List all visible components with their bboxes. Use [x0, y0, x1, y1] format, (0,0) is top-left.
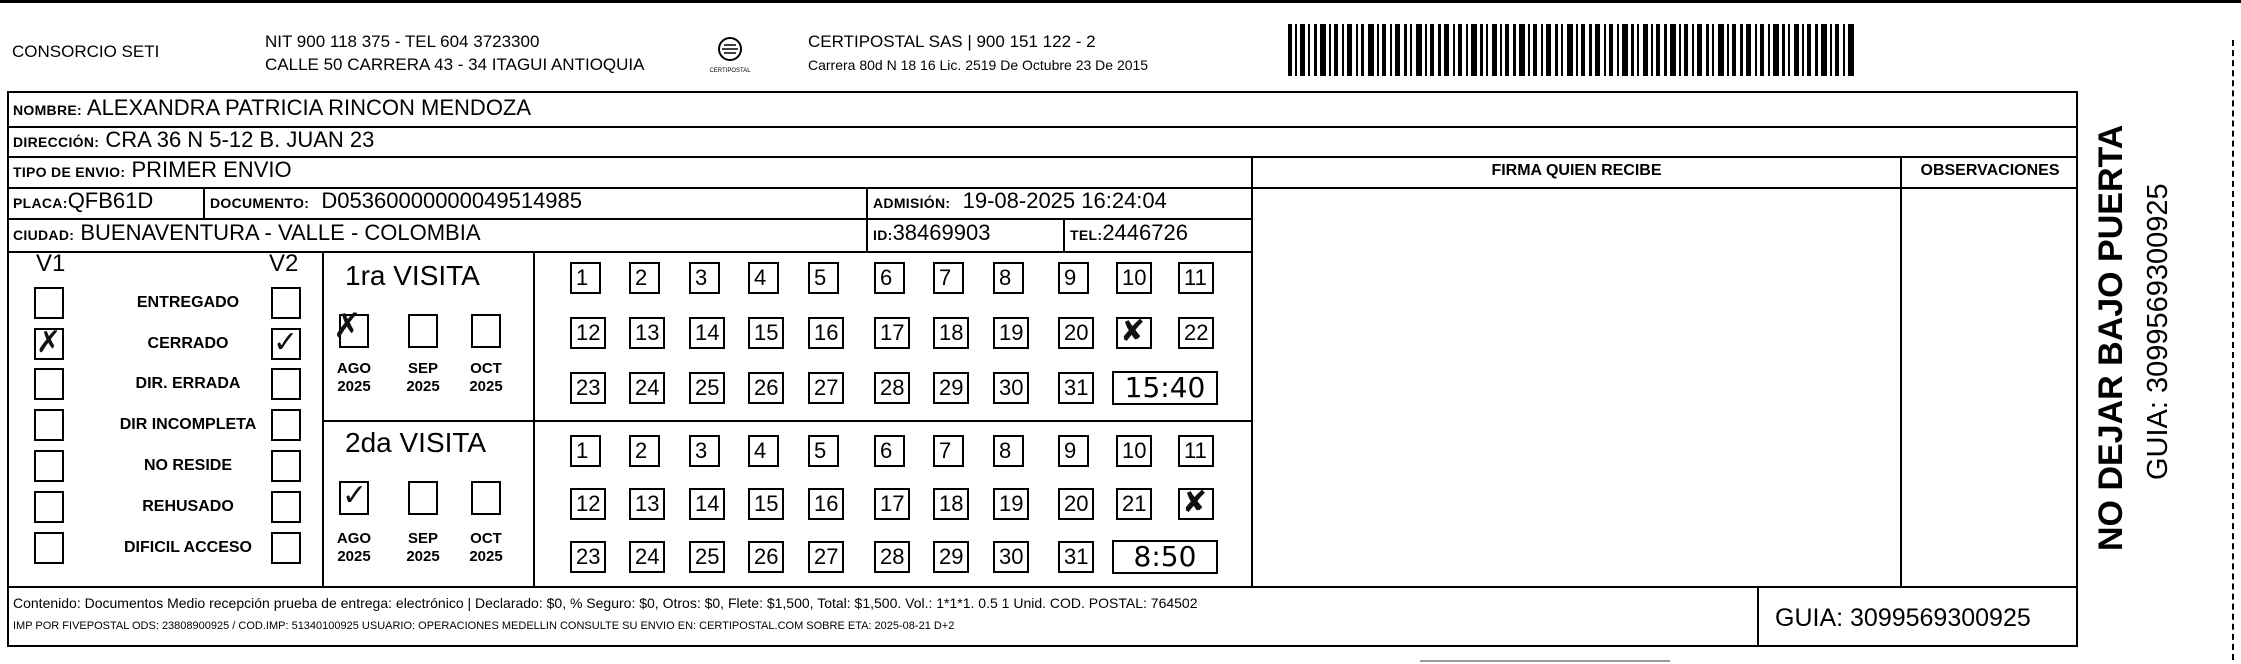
tipo-envio-value: PRIMER ENVIO [131, 157, 292, 182]
first-day-27[interactable]: 27 [808, 372, 844, 404]
placa-value: QFB61D [67, 188, 154, 213]
v2-checkbox-dir-errada[interactable] [271, 368, 301, 400]
first-day-8[interactable]: 8 [993, 262, 1024, 294]
second-day-29[interactable]: 29 [933, 541, 969, 573]
nit-line: NIT 900 118 375 - TEL 604 3723300 [265, 32, 540, 51]
second-day-mark: ✘ [1182, 486, 1208, 519]
second-day-19[interactable]: 19 [993, 488, 1029, 520]
first-day-24[interactable]: 24 [629, 372, 665, 404]
second-day-6[interactable]: 6 [874, 435, 905, 467]
no-dejar-warning: NO DEJAR BAJO PUERTA [2092, 124, 2130, 551]
status-label-no-reside: NO RESIDE [143, 457, 232, 474]
first-day-7[interactable]: 7 [933, 262, 964, 294]
second-day-13[interactable]: 13 [629, 488, 665, 520]
second-visit-label-ago: AGO 2025 [336, 530, 372, 565]
first-day-13[interactable]: 13 [629, 317, 665, 349]
first-day-14[interactable]: 14 [689, 317, 725, 349]
certipostal-line2: Carrera 80d N 18 16 Lic. 2519 De Octubre 23 De 2015 [808, 57, 1149, 73]
second-day-15[interactable]: 15 [748, 488, 784, 520]
column-line [1251, 156, 1253, 587]
tel-field: TEL:2446726 [1070, 220, 1188, 245]
first-day-mark: ✘ [1120, 315, 1146, 348]
first-day-23[interactable]: 23 [570, 372, 606, 404]
cell-line [1757, 586, 1759, 647]
status-label-dir-errada: DIR. ERRADA [135, 375, 241, 392]
first-day-25[interactable]: 25 [689, 372, 725, 404]
status-label-dificil-acceso: DIFICIL ACCESO [123, 539, 252, 556]
row-line [322, 420, 1252, 422]
v2-check-mark: ✓ [273, 326, 299, 359]
second-day-1[interactable]: 1 [570, 435, 601, 467]
second-day-28[interactable]: 28 [874, 541, 910, 573]
first-visit-month-sep[interactable] [408, 314, 438, 348]
first-day-22[interactable]: 22 [1178, 317, 1214, 349]
top-border [0, 0, 2241, 3]
address-line: CALLE 50 CARRERA 43 - 34 ITAGUI ANTIOQUIA [265, 55, 645, 74]
first-day-20[interactable]: 20 [1058, 317, 1094, 349]
v1-checkbox-entregado[interactable] [34, 287, 64, 319]
second-day-2[interactable]: 2 [629, 435, 660, 467]
first-day-18[interactable]: 18 [933, 317, 969, 349]
second-visit-time[interactable]: 8:50 [1112, 540, 1218, 574]
first-day-9[interactable]: 9 [1058, 262, 1089, 294]
first-visit-time[interactable]: 15:40 [1112, 371, 1218, 405]
firma-header: FIRMA QUIEN RECIBE [1491, 162, 1662, 179]
first-day-28[interactable]: 28 [874, 372, 910, 404]
barcode-graphic [1288, 24, 1858, 76]
ciudad-field: CIUDAD: BUENAVENTURA - VALLE - COLOMBIA [13, 220, 481, 245]
second-day-5[interactable]: 5 [808, 435, 839, 467]
first-day-1[interactable]: 1 [570, 262, 601, 294]
second-day-31[interactable]: 31 [1058, 541, 1094, 573]
nombre-value: ALEXANDRA PATRICIA RINCON MENDOZA [86, 95, 532, 120]
status-label-cerrado: CERRADO [147, 335, 229, 352]
first-day-10[interactable]: 10 [1116, 262, 1152, 294]
first-day-3[interactable]: 3 [689, 262, 720, 294]
second-visit-month-oct[interactable] [471, 481, 501, 515]
first-visit-label-oct: OCT 2025 [469, 360, 503, 395]
v2-header: V2 [269, 250, 299, 277]
column-line [322, 251, 324, 587]
first-day-29[interactable]: 29 [933, 372, 969, 404]
second-day-30[interactable]: 30 [993, 541, 1029, 573]
id-value: 38469903 [892, 220, 991, 245]
footer-guia: GUIA: 3099569300925 [1775, 604, 2031, 632]
second-day-14[interactable]: 14 [689, 488, 725, 520]
admision-field: ADMISIÓN: 19-08-2025 16:24:04 [873, 188, 1167, 213]
second-day-25[interactable]: 25 [689, 541, 725, 573]
ciudad-value: BUENAVENTURA - VALLE - COLOMBIA [80, 220, 481, 245]
second-day-17[interactable]: 17 [874, 488, 910, 520]
first-day-2[interactable]: 2 [629, 262, 660, 294]
direccion-value: CRA 36 N 5-12 B. JUAN 23 [105, 127, 375, 152]
first-day-5[interactable]: 5 [808, 262, 839, 294]
first-day-4[interactable]: 4 [748, 262, 779, 294]
second-visit-month-mark: ✓ [342, 479, 368, 512]
second-day-7[interactable]: 7 [933, 435, 964, 467]
status-label-entregado: ENTREGADO [136, 294, 240, 311]
second-day-24[interactable]: 24 [629, 541, 665, 573]
v1-header: V1 [36, 250, 66, 277]
company-name: CONSORCIO SETI [12, 42, 160, 61]
second-day-16[interactable]: 16 [808, 488, 844, 520]
second-visit-title: 2da VISITA [345, 427, 487, 458]
first-day-30[interactable]: 30 [993, 372, 1029, 404]
status-label-dir-incompleta: DIR INCOMPLETA [119, 416, 257, 433]
second-day-27[interactable]: 27 [808, 541, 844, 573]
v2-checkbox-dificil-acceso[interactable] [271, 532, 301, 564]
v2-checkbox-entregado[interactable] [271, 287, 301, 319]
row-line [7, 586, 2078, 588]
v2-checkbox-rehusado[interactable] [271, 491, 301, 523]
id-field: ID:38469903 [873, 220, 991, 245]
v1-checkbox-rehusado[interactable] [34, 491, 64, 523]
v2-checkbox-dir-incompleta[interactable] [271, 409, 301, 441]
second-day-4[interactable]: 4 [748, 435, 779, 467]
certipostal-line1: CERTIPOSTAL SAS | 900 151 122 - 2 [808, 32, 1096, 51]
second-day-18[interactable]: 18 [933, 488, 969, 520]
second-visit-label-sep: SEP 2025 [406, 530, 440, 565]
first-day-15[interactable]: 15 [748, 317, 784, 349]
perforation-line [2232, 40, 2234, 660]
first-day-11[interactable]: 11 [1178, 262, 1214, 294]
first-day-12[interactable]: 12 [570, 317, 606, 349]
cell-line [203, 187, 205, 219]
admision-value: 19-08-2025 16:24:04 [962, 188, 1167, 213]
second-day-10[interactable]: 10 [1116, 435, 1152, 467]
documento-value: D05360000000049514985 [321, 188, 583, 213]
bottom-mark [1420, 660, 1670, 662]
nombre-field: NOMBRE: ALEXANDRA PATRICIA RINCON MENDOZA [13, 95, 532, 120]
cell-line [866, 187, 868, 252]
tipo-envio-field: TIPO DE ENVIO: PRIMER ENVIO [13, 157, 292, 182]
placa-field: PLACA:QFB61D [13, 188, 154, 213]
column-line [1900, 156, 1902, 587]
second-day-11[interactable]: 11 [1178, 435, 1214, 467]
second-day-3[interactable]: 3 [689, 435, 720, 467]
documento-field: DOCUMENTO: D05360000000049514985 [210, 188, 583, 213]
observaciones-header: OBSERVACIONES [1920, 162, 2060, 179]
side-guia: GUIA: 3099569300925 [2142, 183, 2174, 480]
logo-icon [715, 36, 745, 62]
second-visit-month-sep[interactable] [408, 481, 438, 515]
first-day-17[interactable]: 17 [874, 317, 910, 349]
barcode [1288, 24, 1858, 76]
tel-value: 2446726 [1102, 220, 1188, 245]
second-day-20[interactable]: 20 [1058, 488, 1094, 520]
second-day-23[interactable]: 23 [570, 541, 606, 573]
v1-check-mark: ✗ [36, 326, 62, 359]
first-visit-month-mark: ✗ [333, 307, 362, 345]
first-day-19[interactable]: 19 [993, 317, 1029, 349]
direccion-field: DIRECCIÓN: CRA 36 N 5-12 B. JUAN 23 [13, 127, 375, 152]
v1-checkbox-dificil-acceso[interactable] [34, 532, 64, 564]
second-day-9[interactable]: 9 [1058, 435, 1089, 467]
first-visit-label-ago: AGO 2025 [336, 360, 372, 395]
row-line [7, 156, 2078, 158]
footer-content-line: Contenido: Documentos Medio recepción prueba de entrega: electrónico | Declarado: $0, % Seguro: $0, Otros: $0, Flete: $1,500, Total: $1,500. Vol.: 1*1*1. 0.5 1 Unid. COD. POSTAL: 764502 [13, 595, 1198, 611]
first-day-31[interactable]: 31 [1058, 372, 1094, 404]
row-line [7, 251, 1252, 253]
column-line [533, 251, 535, 587]
first-visit-month-oct[interactable] [471, 314, 501, 348]
v1-checkbox-no-reside[interactable] [34, 450, 64, 482]
first-day-6[interactable]: 6 [874, 262, 905, 294]
first-day-26[interactable]: 26 [748, 372, 784, 404]
second-day-26[interactable]: 26 [748, 541, 784, 573]
status-label-rehusado: REHUSADO [142, 498, 234, 515]
second-day-21[interactable]: 21 [1116, 488, 1152, 520]
certipostal-logo: CERTIPOSTAL [700, 36, 760, 76]
footer-print-line: IMP POR FIVEPOSTAL ODS: 23808900925 / COD.IMP: 51340100925 USUARIO: OPERACIONES MEDELLIN CONSULTE SU ENVIO EN: CERTIPOSTAL.COM SOBRE ETA: 2025-08-21 D+2 [13, 620, 955, 632]
cell-line [1063, 218, 1065, 252]
second-day-12[interactable]: 12 [570, 488, 606, 520]
v1-checkbox-dir-incompleta[interactable] [34, 409, 64, 441]
second-visit-label-oct: OCT 2025 [469, 530, 503, 565]
second-day-8[interactable]: 8 [993, 435, 1024, 467]
v1-checkbox-dir-errada[interactable] [34, 368, 64, 400]
first-visit-label-sep: SEP 2025 [406, 360, 440, 395]
v2-checkbox-no-reside[interactable] [271, 450, 301, 482]
first-day-16[interactable]: 16 [808, 317, 844, 349]
first-visit-title: 1ra VISITA [345, 260, 480, 291]
